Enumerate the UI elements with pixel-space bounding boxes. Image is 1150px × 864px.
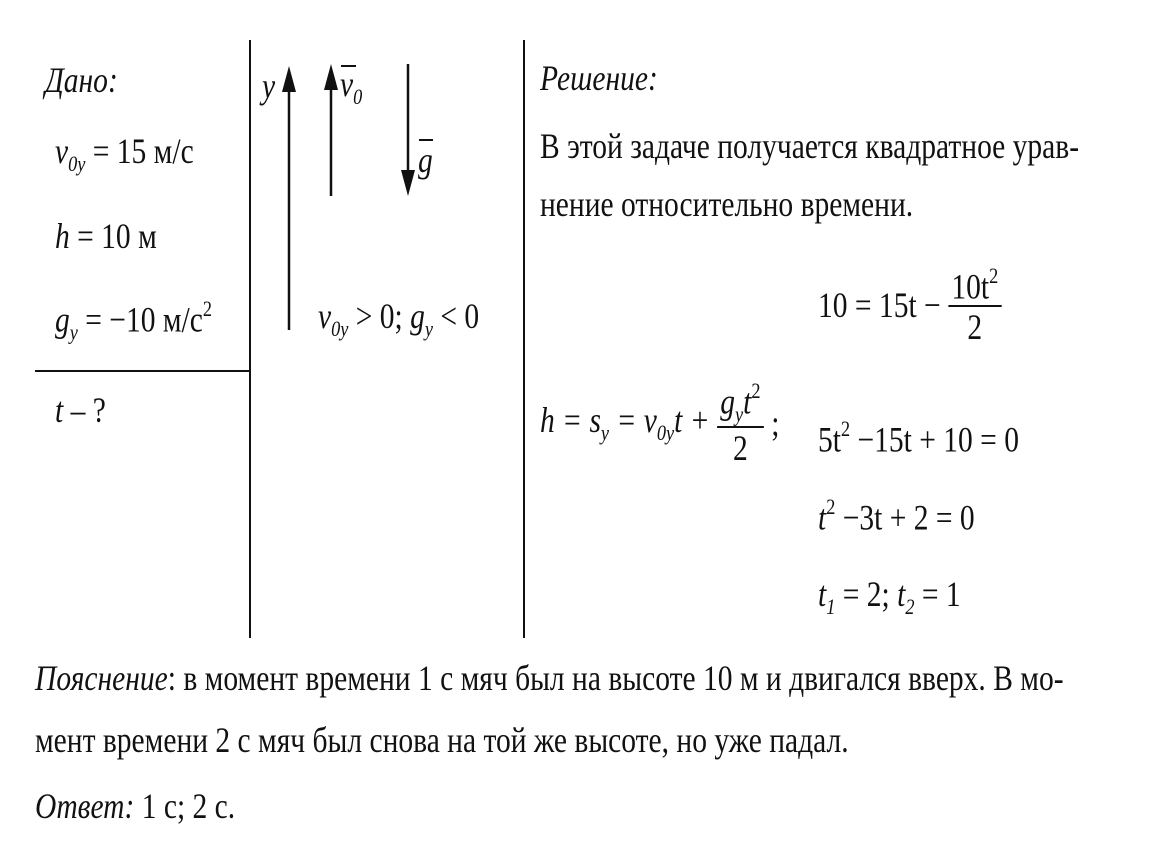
given-h: h = 10 м	[55, 216, 157, 256]
find-t: t – ?	[55, 390, 106, 430]
main-equation-fraction: $\frac{g_yt^2}{2}$	[717, 380, 764, 466]
v0-arrow	[324, 64, 338, 196]
answer-label: Ответ:	[35, 786, 135, 826]
solution-text-line2: нение относительно времени.	[540, 184, 914, 224]
equation-3: $t^2 -3t + 2 = 0$	[818, 494, 975, 538]
explanation-label: Пояснение	[35, 658, 168, 698]
solution-heading: Решение:	[540, 58, 658, 98]
g-label: g	[418, 140, 433, 180]
equation-1: 10 = 15t − $\frac{10t^2}{2}$	[818, 265, 1002, 345]
solution-text-line1: В этой задаче получается квадратное урав-	[540, 126, 1080, 166]
equation-2: $5t^2 -15t + 10 = 0$	[818, 416, 1019, 460]
answer-line: Ответ: 1 с; 2 с.	[35, 786, 236, 826]
y-axis-arrow	[282, 66, 296, 330]
explanation-line2: мент времени 2 с мяч был снова на той же высоте, но уже падал.	[35, 720, 849, 760]
equation-1-fraction: $\frac{10t^2}{2}$	[948, 265, 1001, 345]
explanation-line1: Пояснение: в момент времени 1 с мяч был на высоте 10 м и двигался вверх. В мо-	[35, 658, 1064, 698]
given-gy: $g_y = -10$ $м/с^2$	[55, 296, 212, 345]
y-axis-label: y	[262, 66, 276, 106]
given-heading: Дано:	[45, 60, 118, 100]
g-arrow	[401, 64, 415, 196]
equation-roots: $t_1 = 2$; $t_2 = 1$	[818, 574, 961, 619]
v0-label: $v_0$	[340, 64, 363, 109]
main-equation: $h = s_y = v_{0y}t$ + $\frac{g_yt^2}{2}$ ;	[540, 378, 780, 468]
sign-conditions: $v_{0y} > 0$; $g_y < 0$	[318, 296, 480, 341]
given-v0y: $v_{0y} = 15$ м/с	[55, 131, 194, 176]
